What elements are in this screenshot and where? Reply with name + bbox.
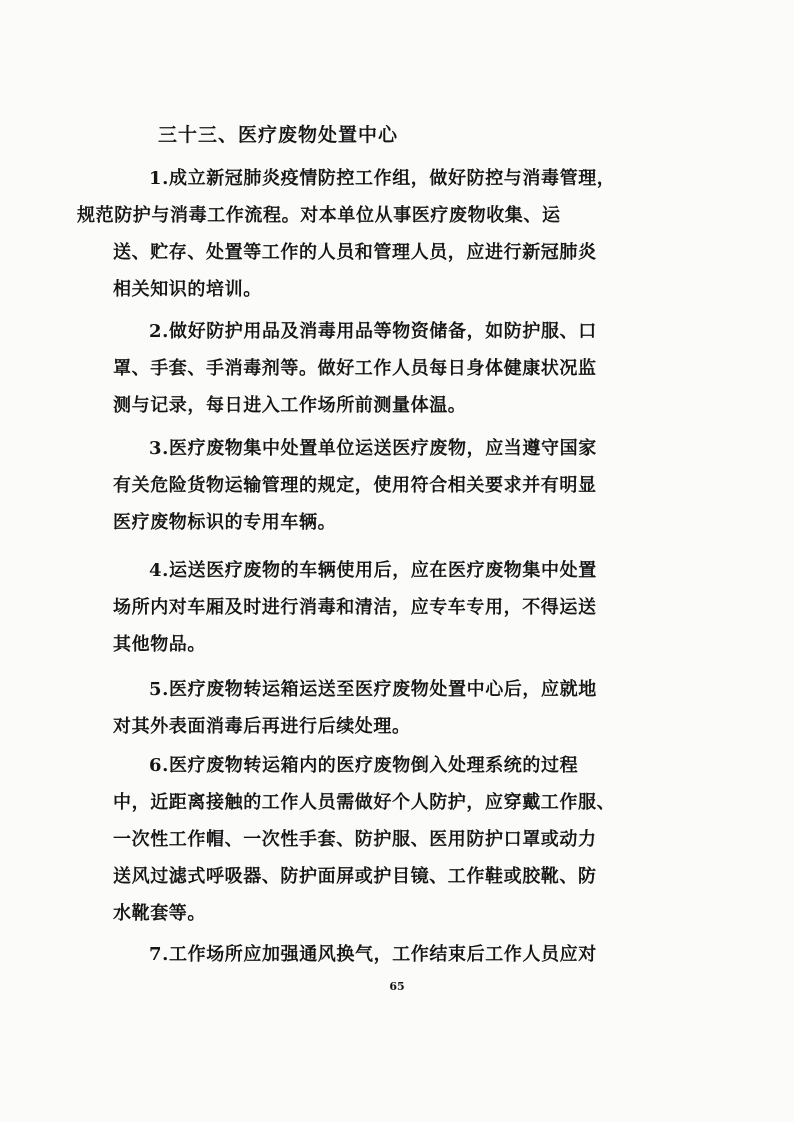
paragraph-line: 对其外表面消毒后再进行后续处理。 <box>113 716 411 737</box>
page-number: 65 <box>389 980 405 993</box>
paragraph-line: 中，近距离接触的工作人员需做好个人防护，应穿戴工作服、 <box>113 792 616 813</box>
paragraph-line: 规范防护与消毒工作流程。对本单位从事医疗废物收集、运 <box>77 205 561 226</box>
paragraph-1 <box>77 160 633 308</box>
paragraph-line: 4.运送医疗废物的车辆使用后，应在医疗废物集中处置 <box>149 560 597 581</box>
paragraph-line: 一次性工作帽、一次性手套、防护服、医用防护口罩或动力 <box>113 829 597 850</box>
paragraph-line: 医疗废物标识的专用车辆。 <box>113 512 337 533</box>
paragraph-3 <box>113 430 633 541</box>
paragraph-line: 5.医疗废物转运箱运送至医疗废物处置中心后，应就地 <box>149 679 597 700</box>
paragraph-line: 3.医疗废物集中处置单位运送医疗废物，应当遵守国家 <box>149 438 597 459</box>
section-heading: 三十三、医疗废物处置中心 <box>158 124 399 146</box>
paragraph-4 <box>113 552 633 663</box>
paragraph-line: 送、贮存、处置等工作的人员和管理人员，应进行新冠肺炎 <box>113 242 597 263</box>
paragraph-line: 1.成立新冠肺炎疫情防控工作组，做好防控与消毒管理， <box>149 168 616 189</box>
paragraph-line: 罩、手套、手消毒剂等。做好工作人员每日身体健康状况监 <box>113 358 597 379</box>
paragraph-line: 相关知识的培训。 <box>113 279 262 300</box>
paragraph-5 <box>113 671 633 745</box>
paragraph-line: 场所内对车厢及时进行消毒和清洁，应专车专用，不得运送 <box>113 597 597 618</box>
paragraph-line: 7.工作场所应加强通风换气，工作结束后工作人员应对 <box>149 944 597 965</box>
paragraph-2 <box>113 313 633 424</box>
paragraph-line: 有关危险货物运输管理的规定，使用符合相关要求并有明显 <box>113 475 597 496</box>
paragraph-line: 送风过滤式呼吸器、防护面屏或护目镜、工作鞋或胶靴、防 <box>113 866 597 887</box>
paragraph-7 <box>113 936 633 973</box>
paragraph-line: 6.医疗废物转运箱内的医疗废物倒入处理系统的过程 <box>149 755 579 776</box>
paragraph-line: 2.做好防护用品及消毒用品等物资储备，如防护服、口 <box>149 321 597 342</box>
paragraph-line: 水靴套等。 <box>113 903 206 924</box>
paragraph-line: 测与记录，每日进入工作场所前测量体温。 <box>113 395 467 416</box>
paragraph-line: 其他物品。 <box>113 634 206 655</box>
paragraph-6 <box>113 747 633 932</box>
